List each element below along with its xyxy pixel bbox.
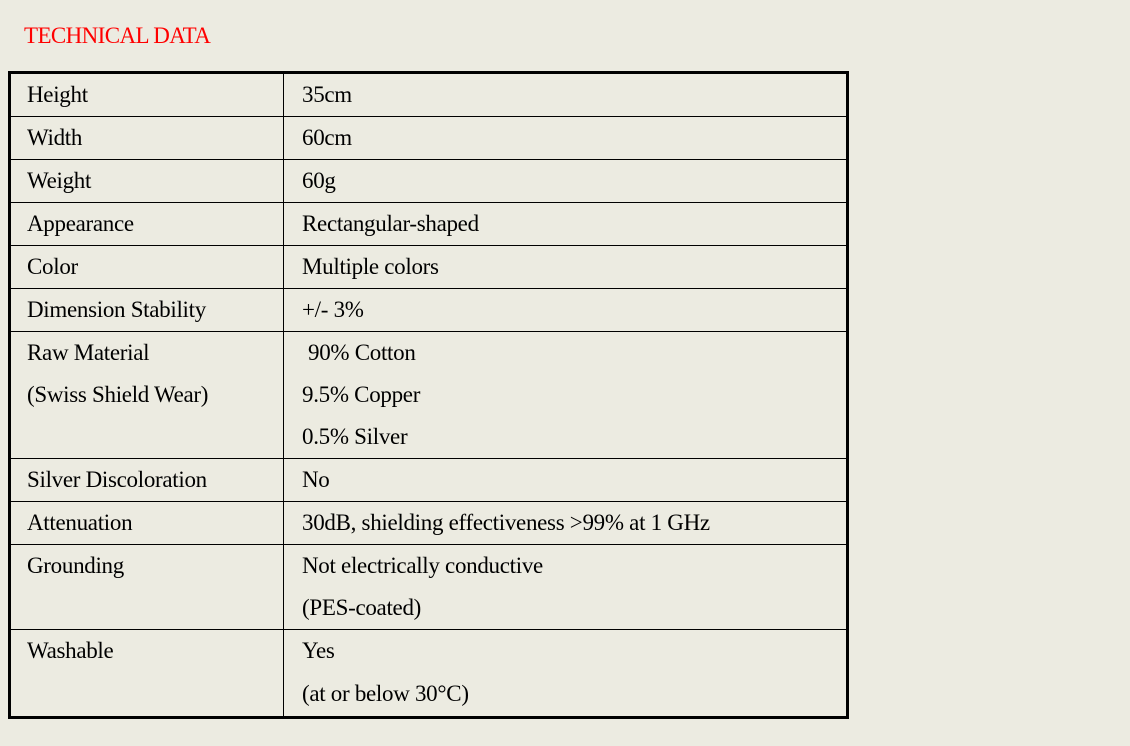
table-row-width — [10, 117, 848, 160]
value-text: (at or below 30°C) — [302, 681, 469, 706]
value-text: 60g — [302, 168, 336, 193]
row-label — [10, 160, 284, 203]
row-label — [10, 459, 284, 502]
table-row-attenuation — [10, 502, 848, 545]
value-text: 0.5% Silver — [302, 424, 408, 449]
label-subtext: (Swiss Shield Wear) — [27, 382, 209, 407]
value-text: Rectangular-shaped — [302, 211, 479, 236]
row-label — [10, 630, 284, 718]
table-row-height — [10, 73, 848, 117]
row-value — [284, 502, 848, 545]
value-text: Yes — [302, 638, 335, 663]
row-value — [284, 203, 848, 246]
label-text: Raw Material — [27, 340, 150, 365]
row-label — [10, 117, 284, 160]
table-row-silver-discoloration — [10, 459, 848, 502]
row-label — [10, 289, 284, 332]
row-value — [284, 246, 848, 289]
label-text: Color — [27, 254, 78, 279]
value-text: Not electrically conductive — [302, 553, 543, 578]
label-text: Height — [27, 82, 88, 107]
row-value — [284, 459, 848, 502]
row-value — [284, 160, 848, 203]
label-text: Width — [27, 125, 83, 150]
row-label — [10, 332, 284, 459]
row-value — [284, 73, 848, 117]
label-text: Grounding — [27, 553, 124, 578]
value-text: Multiple colors — [302, 254, 439, 279]
label-text: Appearance — [27, 211, 134, 236]
value-text: 60cm — [302, 125, 352, 150]
row-label — [10, 545, 284, 630]
row-label — [10, 246, 284, 289]
label-text: Silver Discoloration — [27, 467, 207, 492]
value-text: 30dB, shielding effectiveness >99% at 1 GHz — [302, 510, 710, 535]
value-text: +/- 3% — [302, 297, 364, 322]
table-row-raw-material — [10, 332, 848, 459]
page-title: TECHNICAL DATA — [24, 23, 211, 48]
table-row-dimension-stability — [10, 289, 848, 332]
label-text: Weight — [27, 168, 92, 193]
table-row-weight — [10, 160, 848, 203]
row-value — [284, 289, 848, 332]
row-value — [284, 117, 848, 160]
table-row-appearance — [10, 203, 848, 246]
value-text: No — [302, 467, 330, 492]
value-text: (PES-coated) — [302, 595, 422, 620]
label-text: Dimension Stability — [27, 297, 206, 322]
label-text: Washable — [27, 638, 114, 663]
row-label — [10, 502, 284, 545]
row-label — [10, 73, 284, 117]
table-row-washable — [10, 630, 848, 718]
technical-data-table — [8, 71, 849, 719]
row-value — [284, 545, 848, 630]
table-row-color — [10, 246, 848, 289]
table-row-grounding — [10, 545, 848, 630]
row-value — [284, 630, 848, 718]
row-label — [10, 203, 284, 246]
label-text: Attenuation — [27, 510, 133, 535]
value-text: 35cm — [302, 82, 352, 107]
row-value — [284, 332, 848, 459]
value-text: 9.5% Copper — [302, 382, 421, 407]
value-text: 90% Cotton — [308, 340, 416, 365]
